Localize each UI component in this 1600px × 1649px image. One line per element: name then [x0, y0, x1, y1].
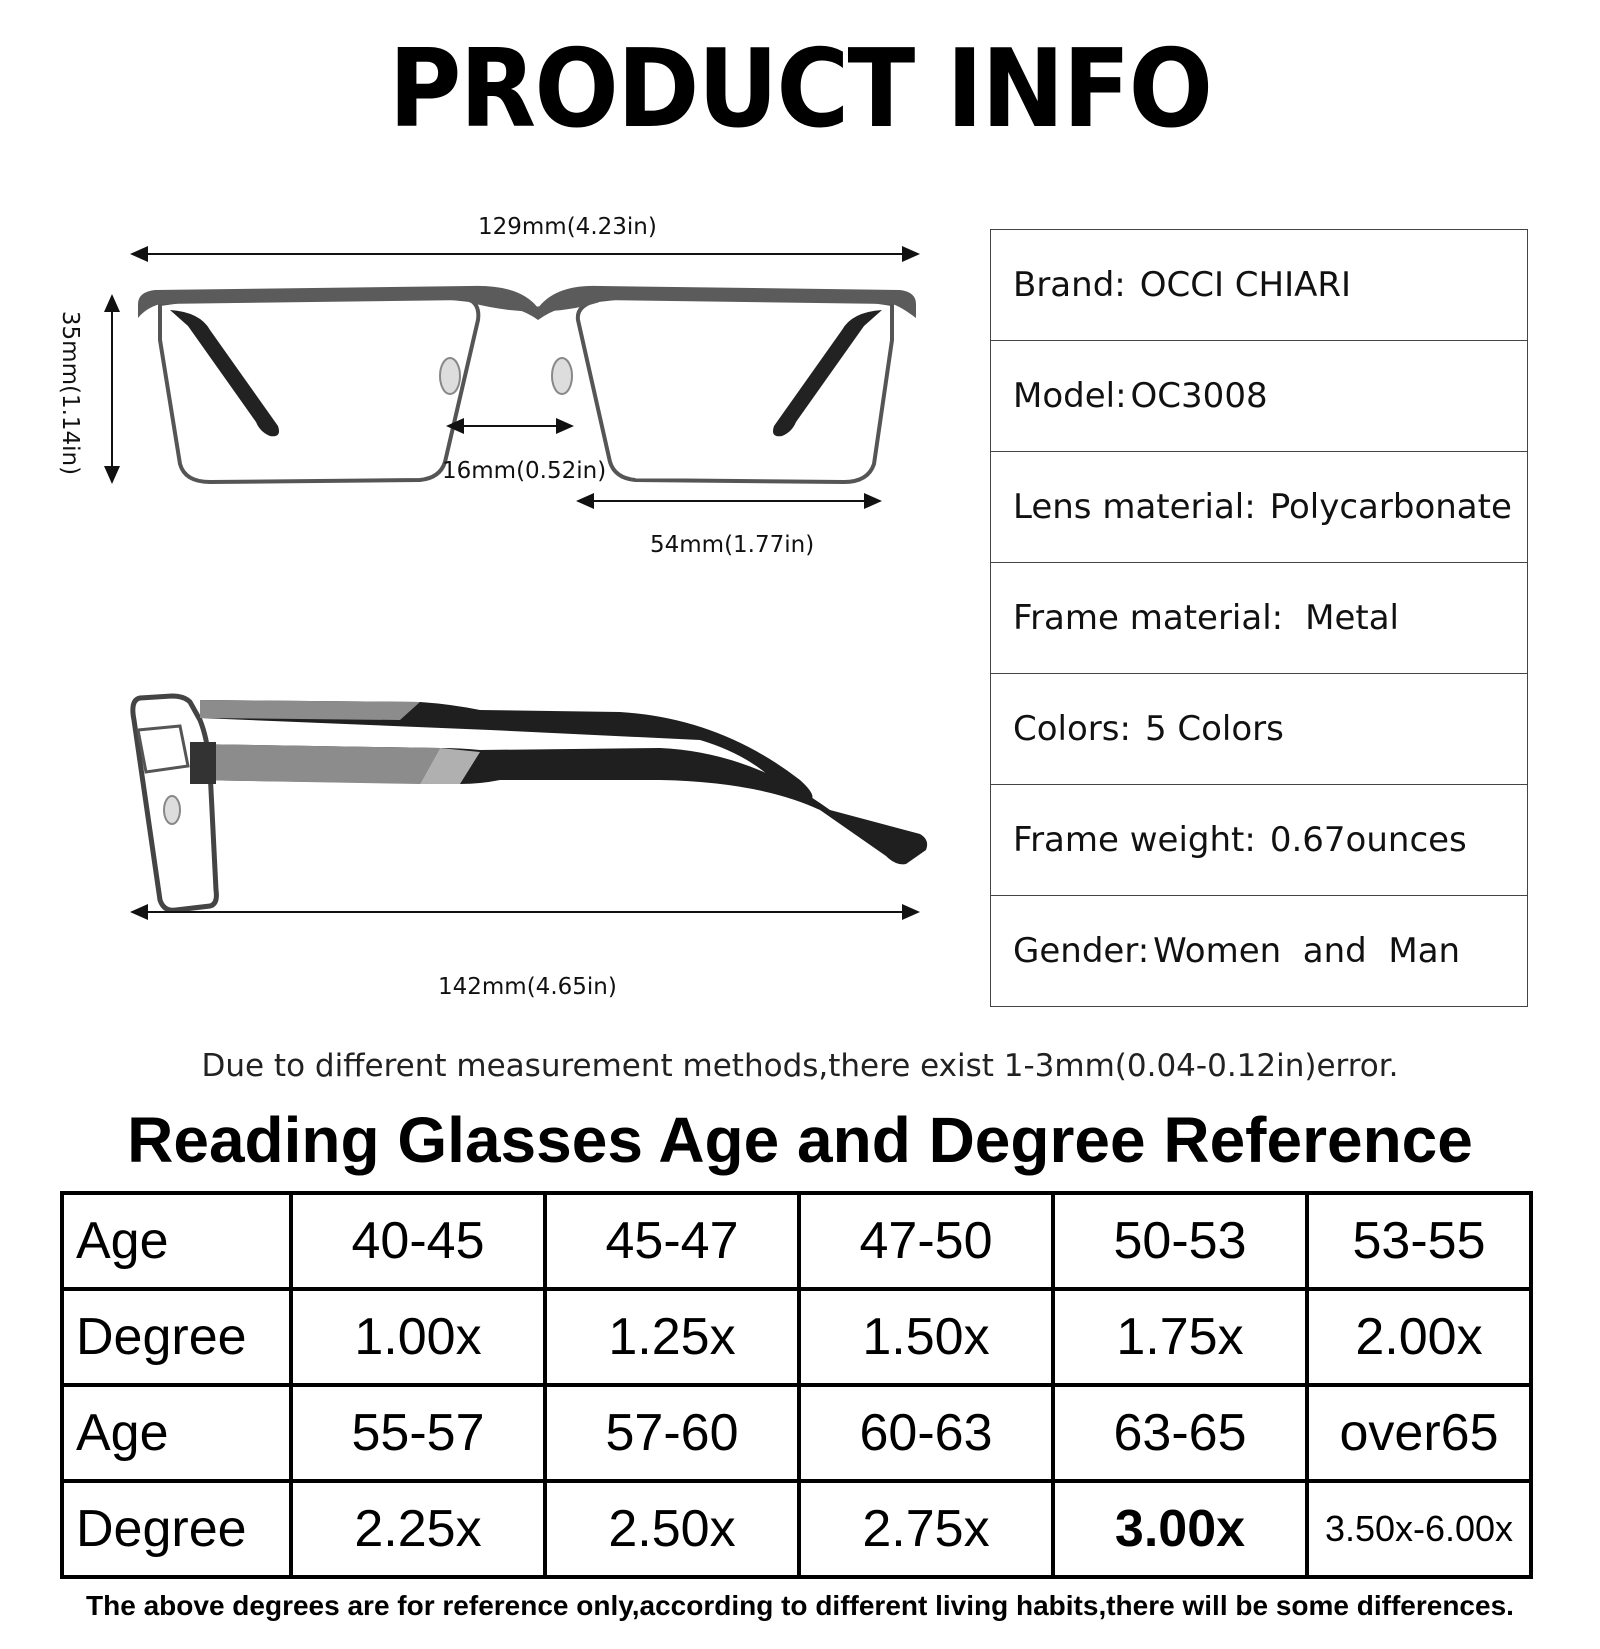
front-view-illustration	[60, 200, 940, 560]
reference-title: Reading Glasses Age and Degree Reference	[127, 1104, 1473, 1176]
table-cell: 1.25x	[545, 1289, 799, 1385]
table-cell: over65	[1307, 1385, 1531, 1481]
table-cell: 47-50	[799, 1193, 1053, 1289]
bridge-label: 16mm(0.52in)	[442, 458, 607, 484]
spec-label: Lens material:	[1013, 487, 1256, 527]
left-lens	[160, 292, 478, 482]
right-temple	[773, 310, 882, 436]
table-cell: 45-47	[545, 1193, 799, 1289]
table-cell: 57-60	[545, 1385, 799, 1481]
spec-row-gender	[991, 896, 1527, 1007]
spec-value: OC3008	[1130, 376, 1268, 416]
spec-label: Gender:	[1013, 931, 1150, 971]
table-cell: 53-55	[1307, 1193, 1531, 1289]
spec-row-lens-material	[991, 452, 1527, 563]
table-row	[62, 1385, 1531, 1481]
table-cell: 50-53	[1053, 1193, 1307, 1289]
table-cell: 2.50x	[545, 1481, 799, 1577]
spec-row-frame-material	[991, 563, 1527, 674]
spec-row-brand	[991, 230, 1527, 341]
table-row	[62, 1289, 1531, 1385]
table-cell: 1.75x	[1053, 1289, 1307, 1385]
table-cell: 63-65	[1053, 1385, 1307, 1481]
total-width-label: 129mm(4.23in)	[478, 214, 657, 240]
spec-label: Brand:	[1013, 265, 1126, 305]
table-cell: 2.00x	[1307, 1289, 1531, 1385]
hinge	[190, 742, 216, 784]
right-nose-pad	[552, 358, 572, 394]
spec-value: OCCI CHIARI	[1139, 265, 1352, 305]
table-cell: 1.00x	[291, 1289, 545, 1385]
side-view-illustration	[60, 680, 940, 980]
row-label: Degree	[62, 1481, 291, 1577]
top-bar	[138, 286, 916, 320]
spec-value: 5 Colors	[1144, 709, 1284, 749]
lens-height-label: 35mm(1.14in)	[57, 310, 84, 476]
spec-value: Polycarbonate	[1269, 487, 1512, 527]
footnote: The above degrees are for reference only,according to different living habits,there will be some differences.	[86, 1590, 1514, 1621]
spec-label: Frame material:	[1013, 598, 1284, 638]
spec-value: Metal	[1305, 598, 1399, 638]
left-nose-pad	[440, 358, 460, 394]
spec-table	[990, 229, 1528, 1007]
table-cell: 40-45	[291, 1193, 545, 1289]
spec-row-colors	[991, 674, 1527, 785]
age-degree-table	[60, 1191, 1533, 1579]
table-row	[62, 1481, 1531, 1577]
table-row	[62, 1193, 1531, 1289]
table-cell: 2.25x	[291, 1481, 545, 1577]
row-label: Age	[62, 1385, 291, 1481]
table-cell-highlight: 3.00x	[1053, 1481, 1307, 1577]
spec-value: Women and Man	[1153, 931, 1461, 971]
table-cell: 55-57	[291, 1385, 545, 1481]
temple-length-label: 142mm(4.65in)	[438, 974, 617, 1000]
left-temple	[170, 310, 279, 436]
row-label: Age	[62, 1193, 291, 1289]
spec-row-model	[991, 341, 1527, 452]
row-label: Degree	[62, 1289, 291, 1385]
spec-row-frame-weight	[991, 785, 1527, 896]
spec-label: Frame weight:	[1013, 820, 1256, 860]
spec-value: 0.67ounces	[1269, 820, 1467, 860]
right-lens	[578, 292, 892, 482]
spec-label: Colors:	[1013, 709, 1131, 749]
measurement-disclaimer: Due to different measurement methods,there exist 1-3mm(0.04-0.12in)error.	[201, 1048, 1399, 1084]
table-cell: 3.50x-6.00x	[1307, 1481, 1531, 1577]
lens-width-label: 54mm(1.77in)	[650, 532, 815, 558]
table-cell: 60-63	[799, 1385, 1053, 1481]
spec-label: Model:	[1013, 376, 1127, 416]
page-title: PRODUCT INFO	[388, 27, 1212, 152]
table-cell: 2.75x	[799, 1481, 1053, 1577]
table-cell: 1.50x	[799, 1289, 1053, 1385]
